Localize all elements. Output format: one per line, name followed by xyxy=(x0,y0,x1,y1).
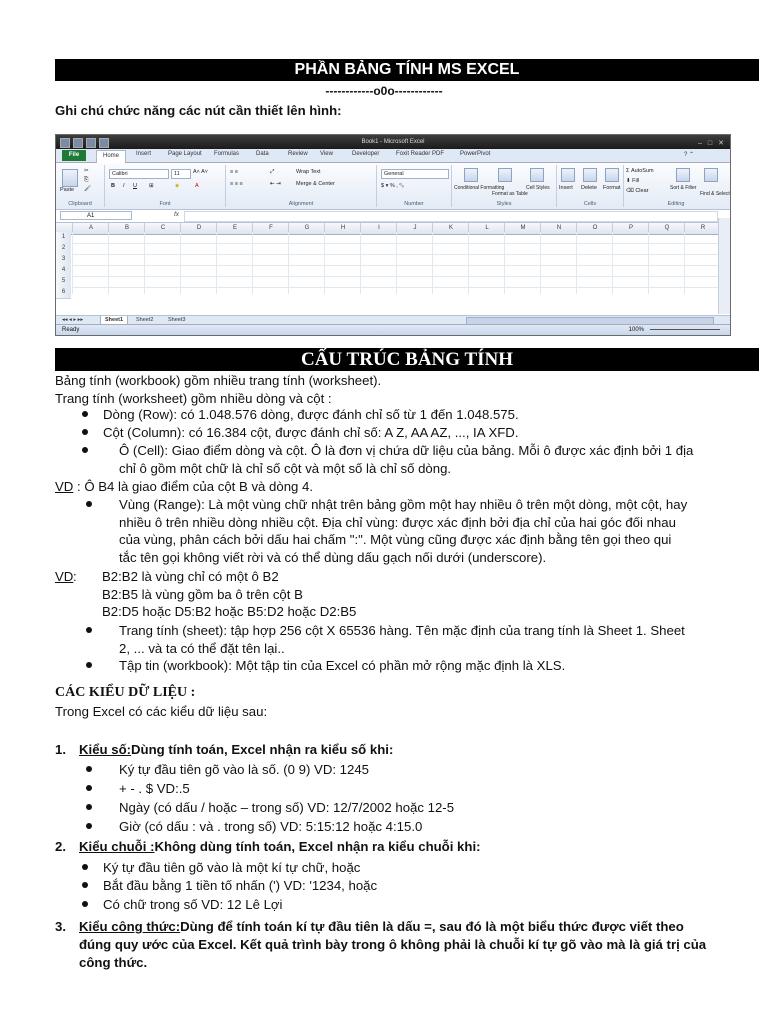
number-rule-1: Ký tự đầu tiên gõ vào là số. (0 9) VD: 1245 xyxy=(119,762,370,777)
number-type-heading: Kiểu số:Dùng tính toán, Excel nhận ra kiểu số khi: xyxy=(79,742,394,757)
minimize-icon[interactable]: – xyxy=(697,140,702,147)
column-header[interactable]: L xyxy=(468,223,505,234)
row-desc: Dòng (Row): có 1.048.576 dòng, được đánh chỉ số từ 1 đến 1.048.575. xyxy=(103,407,519,422)
delete-button[interactable]: Delete xyxy=(581,185,597,191)
row-header[interactable]: 3 xyxy=(56,254,71,266)
clipboard-group xyxy=(56,165,105,207)
range-desc-line1: Vùng (Range): Là một vùng chữ nhật trên bảng gồm một hay nhiều ô trên một dòng, một cột, hay xyxy=(119,497,688,512)
cut-icon[interactable]: ✂ xyxy=(84,168,89,174)
italic-button[interactable]: I xyxy=(123,183,125,189)
range-desc-line3: của vùng, phân cách bởi dấu hai chấm ":". Một vùng cũng được xác định bằng tên gọi theo qui xyxy=(119,532,672,547)
group-label-font: Font xyxy=(159,201,171,207)
row-header[interactable]: 6 xyxy=(56,287,71,299)
column-header[interactable]: I xyxy=(360,223,397,234)
autosum-button[interactable]: Σ AutoSum xyxy=(626,168,654,174)
column-header[interactable]: R xyxy=(684,223,721,234)
cells-group xyxy=(557,165,624,207)
formula-type-heading: Kiểu công thức:Dùng để tính toán kí tự đầu tiên là dấu =, sau đó là một biểu thức được viết theo xyxy=(79,919,684,934)
font-group xyxy=(105,165,226,207)
number-rule-3: Ngày (có dấu / hoặc – trong số) VD: 12/7/2002 hoặc 12-5 xyxy=(119,800,455,815)
column-header[interactable]: M xyxy=(504,223,541,234)
clear-button[interactable]: ⌫ Clear xyxy=(626,188,649,194)
number-rule-4: Giờ (có dấu : và . trong số) VD: 5:15:12 hoặc 4:15.0 xyxy=(119,819,423,834)
section-title-structure: CẤU TRÚC BẢNG TÍNH xyxy=(55,348,759,371)
bullet xyxy=(86,785,92,791)
example-1: VD : Ô B4 là giao điểm của cột B và dòng 4. xyxy=(55,479,314,494)
help-icon[interactable]: ? ⌃ xyxy=(684,152,695,158)
column-header[interactable]: N xyxy=(540,223,577,234)
bullet xyxy=(82,882,88,888)
zoom-level: 100% xyxy=(628,327,644,333)
sort-filter-icon[interactable] xyxy=(676,168,690,182)
row-header[interactable]: 4 xyxy=(56,265,71,277)
workbook-desc: Bảng tính (workbook) gồm nhiều trang tính (worksheet). xyxy=(55,373,382,388)
sheet-tab[interactable]: Sheet2 xyxy=(136,317,154,323)
ribbon-tab[interactable]: Home xyxy=(96,150,126,163)
bullet xyxy=(86,662,92,668)
worksheet-desc: Trang tính (worksheet) gồm nhiều dòng và cột : xyxy=(55,391,332,406)
sheet-desc-line2: 2, ... và ta có thể đặt tên lại.. xyxy=(119,641,285,656)
formula-desc-line2: đúng quy ước của Excel. Kết quả trình bày trong ô không phải là chuỗi kí tự gõ vào mà là giá trị của xyxy=(79,937,707,952)
row-header[interactable]: 1 xyxy=(56,232,71,244)
bullet xyxy=(82,447,88,453)
column-header[interactable]: A xyxy=(72,223,109,234)
align-left-icon[interactable]: ≡ ≡ ≡ xyxy=(230,181,243,187)
string-type-heading: Kiểu chuỗi :Không dùng tính toán, Excel nhận ra kiểu chuỗi khi: xyxy=(79,839,481,854)
underline-button[interactable]: U xyxy=(133,183,137,189)
top-align-icon[interactable]: ≡ ≡ xyxy=(230,169,238,175)
example-2a: B2:B2 là vùng chỉ có một ô B2 xyxy=(102,569,279,584)
ribbon xyxy=(56,163,730,210)
insert-cells-icon[interactable] xyxy=(561,168,575,182)
delete-cells-icon[interactable] xyxy=(583,168,597,182)
example-2-label: VD xyxy=(55,569,74,584)
sort-filter-button[interactable]: Sort & Filter xyxy=(670,185,697,191)
font-name-select[interactable]: Calibri xyxy=(109,169,169,179)
column-desc: Cột (Column): có 16.384 cột, được đánh chỉ số: A Z, AA AZ, ..., IA XFD. xyxy=(103,425,519,440)
string-rule-1: Ký tự đầu tiên gõ vào là một kí tự chữ, hoặc xyxy=(103,860,361,875)
ribbon-tab[interactable]: Foxit Reader PDF xyxy=(396,151,445,157)
column-header[interactable]: B xyxy=(108,223,145,234)
zoom-slider[interactable] xyxy=(650,329,720,330)
bullet xyxy=(86,766,92,772)
list-number-3: 3. xyxy=(55,919,66,934)
column-header[interactable]: Q xyxy=(648,223,685,234)
subtitle-divider: ------------o0o------------ xyxy=(325,84,443,98)
borders-icon[interactable]: ⊞ xyxy=(149,183,154,189)
column-header[interactable]: P xyxy=(612,223,649,234)
string-rule-2: Bắt đầu bằng 1 tiền tố nhấn (') VD: '1234, hoặc xyxy=(103,878,378,893)
format-painter-icon[interactable]: 🖌 xyxy=(84,186,91,192)
insert-function-icon[interactable]: fx xyxy=(174,211,180,218)
cell-desc-line1: Ô (Cell): Giao điểm dòng và cột. Ô là đơn vị chứa dữ liệu của bảng. Mỗi ô được xác định bởi 1 địa xyxy=(119,443,694,458)
group-label-alignment: Alignment xyxy=(288,201,314,207)
number-group xyxy=(377,165,452,207)
status-bar xyxy=(56,324,730,335)
example-2b: B2:B5 là vùng gồm ba ô trên cột B xyxy=(102,587,303,602)
group-label-editing: Editing xyxy=(667,201,685,207)
maximize-icon[interactable]: □ xyxy=(707,140,713,147)
cell-area[interactable] xyxy=(72,232,718,294)
file-tab[interactable]: File xyxy=(62,150,86,161)
bullet xyxy=(86,627,92,633)
column-header[interactable]: H xyxy=(324,223,361,234)
editing-group xyxy=(624,165,728,207)
ribbon-tab[interactable]: Page Layout xyxy=(168,151,202,157)
name-box[interactable]: A1 xyxy=(60,211,132,220)
bullet xyxy=(82,411,88,417)
excel-title-bar xyxy=(56,135,730,149)
data-types-intro: Trong Excel có các kiểu dữ liệu sau: xyxy=(55,704,268,719)
column-header[interactable]: K xyxy=(432,223,469,234)
fill-button[interactable]: ⬇ Fill xyxy=(626,178,640,184)
close-icon[interactable]: ✕ xyxy=(718,140,724,147)
bullet xyxy=(82,901,88,907)
group-label-number: Number xyxy=(404,201,424,207)
example-2c: B2:D5 hoặc D5:B2 hoặc B5:D2 hoặc D2:B5 xyxy=(102,604,357,619)
worksheet-grid[interactable] xyxy=(56,232,730,294)
list-number-1: 1. xyxy=(55,742,66,757)
ribbon-tab[interactable]: PowerPivot xyxy=(460,151,491,157)
row-header[interactable]: 2 xyxy=(56,243,71,255)
paste-button[interactable]: Paste xyxy=(60,187,75,193)
conditional-formatting-button[interactable]: Conditional Formatting xyxy=(454,185,505,191)
find-select-button[interactable]: Find & Select xyxy=(700,191,730,197)
vertical-scrollbar[interactable] xyxy=(718,218,730,314)
row-header[interactable]: 5 xyxy=(56,276,71,288)
group-label-styles: Styles xyxy=(496,201,512,207)
sheet-tab[interactable]: Sheet1 xyxy=(100,316,128,325)
paste-icon[interactable] xyxy=(62,169,78,187)
column-header[interactable]: D xyxy=(180,223,217,234)
ribbon-tab[interactable]: Data xyxy=(256,151,269,157)
page-title: PHẦN BẢNG TÍNH MS EXCEL xyxy=(55,59,759,81)
number-rule-2: + - . $ VD:.5 xyxy=(119,781,190,796)
styles-group xyxy=(452,165,557,207)
number-format-select[interactable]: General xyxy=(381,169,449,179)
ribbon-tab[interactable]: Review xyxy=(288,151,308,157)
wrap-text-button[interactable]: Wrap Text xyxy=(296,169,321,175)
format-as-table-button[interactable]: Format as Table xyxy=(492,191,528,197)
excel-screenshot xyxy=(55,134,731,336)
section-title-data-types: CÁC KIỂU DỮ LIỆU : xyxy=(55,685,196,700)
column-header[interactable]: J xyxy=(396,223,433,234)
column-header[interactable]: F xyxy=(252,223,289,234)
find-select-icon[interactable] xyxy=(704,168,718,182)
bold-button[interactable]: B xyxy=(111,183,115,189)
sheet-desc-line1: Trang tính (sheet): tập hợp 256 cột X 65536 hàng. Tên mặc định của trang tính là Sheet 1. Sheet xyxy=(119,623,685,638)
example-2-colon: : xyxy=(73,569,77,584)
string-rule-3: Có chữ trong số VD: 12 Lê Lợi xyxy=(103,897,283,912)
bullet xyxy=(86,804,92,810)
bullet xyxy=(82,864,88,870)
grow-shrink-font-icon[interactable]: A˄ A˅ xyxy=(193,169,208,175)
range-desc-line2: nhiều ô trên nhiều dòng nhiều cột. Địa chỉ vùng: được xác định bởi địa chỉ của hai góc đối nhau xyxy=(119,515,676,530)
ribbon-tab[interactable]: View xyxy=(320,151,333,157)
merge-center-button[interactable]: Merge & Center xyxy=(296,181,335,187)
intro-text: Ghi chú chức năng các nút cần thiết lên hình: xyxy=(55,103,342,118)
formula-desc-line3: công thức. xyxy=(79,955,148,970)
sheet-nav-arrows[interactable]: ◂◂ ◂ ▸ ▸▸ xyxy=(62,317,84,323)
sheet-tab[interactable]: Sheet3 xyxy=(168,317,186,323)
bullet xyxy=(86,823,92,829)
column-header[interactable]: C xyxy=(144,223,181,234)
conditional-formatting-icon[interactable] xyxy=(464,168,478,182)
column-header[interactable]: E xyxy=(216,223,253,234)
group-label-cells: Cells xyxy=(583,201,597,207)
cell-desc-line2: chỉ ô gồm một chữ là chỉ số cột và một số là chỉ số dòng. xyxy=(119,461,452,476)
formula-input[interactable] xyxy=(184,211,718,222)
font-size-select[interactable]: 11 xyxy=(171,169,191,179)
status-text: Ready xyxy=(62,327,80,333)
font-color-icon[interactable]: A xyxy=(195,183,199,189)
orientation-icon[interactable]: ⤢ xyxy=(270,169,275,175)
fill-color-icon[interactable]: ◈ xyxy=(175,183,180,189)
column-header[interactable]: G xyxy=(288,223,325,234)
ribbon-tab[interactable]: Developer xyxy=(352,151,380,157)
currency-percent-icon[interactable]: $ ▾ % , ⁰₀ xyxy=(381,183,404,189)
window-title: Book1 - Microsoft Excel xyxy=(361,139,425,145)
formula-bar xyxy=(56,210,730,223)
cell-styles-icon[interactable] xyxy=(530,168,544,182)
list-number-2: 2. xyxy=(55,839,66,854)
copy-icon[interactable]: ⎘ xyxy=(84,177,89,183)
quick-access-toolbar[interactable] xyxy=(60,138,109,148)
bullet xyxy=(86,501,92,507)
column-header[interactable]: O xyxy=(576,223,613,234)
cell-styles-button[interactable]: Cell Styles xyxy=(526,185,550,191)
indent-icon[interactable]: ⇤ ⇥ xyxy=(270,181,281,187)
group-label-clipboard: Clipboard xyxy=(68,201,92,207)
insert-button[interactable]: Insert xyxy=(559,185,573,191)
workbook-file-desc: Tập tin (workbook): Một tập tin của Excel có phần mở rộng mặc định là XLS. xyxy=(119,658,566,673)
format-button[interactable]: Format xyxy=(603,185,621,191)
ribbon-tabs xyxy=(56,149,730,163)
bullet xyxy=(82,429,88,435)
format-cells-icon[interactable] xyxy=(605,168,619,182)
ribbon-tab[interactable]: Insert xyxy=(136,151,152,157)
format-as-table-icon[interactable] xyxy=(498,168,512,182)
range-desc-line4: tắc tên gọi không viết rời và có thể dùng dấu gạch nối dưới (underscore). xyxy=(119,550,547,565)
ribbon-tab[interactable]: Formulas xyxy=(214,151,240,157)
alignment-group xyxy=(226,165,377,207)
